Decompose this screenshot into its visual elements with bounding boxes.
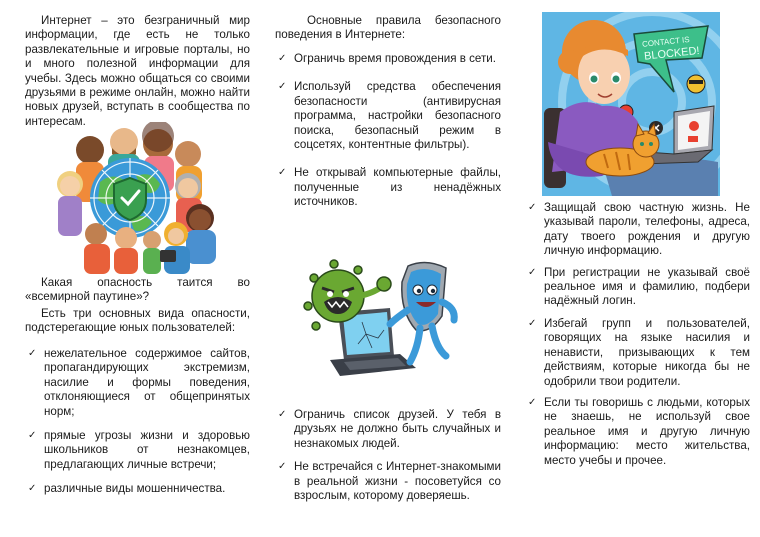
checkmark-icon: ✓ [528, 266, 537, 278]
svg-text:BLOCKED!: BLOCKED! [643, 44, 701, 63]
danger-item: ✓ прямые угрозы жизни и здоровью школьников от незнакомцев, предлагающих личные встречи; [28, 429, 250, 471]
rule-item: ✓ При регистрации не указывай своё реальное имя и фамилию, подбери надёжный логин. [528, 265, 750, 308]
people-globe-illustration [40, 122, 220, 274]
checkmark-icon: ✓ [278, 167, 287, 179]
checkmark-icon: ✓ [28, 430, 37, 442]
rule-item: ✓ Ограничь время провождения в сети. [278, 52, 496, 65]
question-heading-line2: «всемирной паутине»? [25, 290, 150, 303]
dangers-list [25, 347, 250, 497]
girl-blocked-contact-icon [542, 12, 720, 196]
rule-item: ✓ Не открывай компьютерные файлы, полученные из ненадёжных источников. [278, 166, 501, 209]
rule-item: ✓ Защищай свою частную жизнь. Не указывай пароли, телефоны, адреса, дату твоего рождения и другую личную информацию. [528, 201, 750, 258]
people-around-globe-icon [40, 122, 220, 274]
rules-list-strangers [525, 317, 750, 468]
checkmark-icon: ✓ [528, 397, 537, 409]
checkmark-icon: ✓ [28, 348, 37, 359]
checkmark-icon: ✓ [28, 483, 37, 495]
danger-item: ✓ различные виды мошенничества. [28, 482, 226, 496]
dangers-intro: Есть три основных вида опасности, подстерегающие юных пользователей: [25, 307, 250, 335]
rules-title: Основные правила безопасного поведения в Интернете: [275, 14, 501, 42]
intro-paragraph: Интернет – это безграничный мир информации, где есть не только развлекательные и игровые порталы, но и много полезной информации для учебы. Здесь можно общаться со своими друзьями в режиме онлайн, можно найти новых друзей, вступать в сообщества по интересам. [25, 14, 250, 128]
rules-list-top [275, 52, 501, 210]
rules-list-bottom [275, 408, 501, 503]
svg-text:CONTACT IS: CONTACT IS [641, 34, 691, 49]
rule-item: ✓ Ограничь список друзей. У тебя в друзьях не должно быть случайных и незнакомых людей. [278, 408, 501, 450]
checkmark-icon: ✓ [278, 81, 287, 93]
virus-shield-illustration [290, 252, 470, 377]
question-heading-line1: Какая опасность таится во [41, 276, 250, 289]
rule-item: ✓ Избегай групп и пользователей, говорящих на языке насилия и ненависти, призывающих к тем действиям, которые никогда бы не одобрили твои родители. [528, 317, 750, 388]
rule-item: ✓ Используй средства обеспечения безопасности (антивирусная программа, настройки безопасного поиска, безопасный режим в соцсетях, контентные фильтры). [278, 80, 501, 152]
virus-vs-shield-icon [290, 252, 470, 377]
rules-list-privacy [525, 201, 750, 309]
checkmark-icon: ✓ [528, 202, 537, 213]
rule-item: ✓ Если ты говоришь с людьми, которых не знаешь, не используй свое реальное имя и другую личную информацию: место жительства, место учебы и прочее. [528, 396, 750, 467]
checkmark-icon: ✓ [528, 318, 537, 329]
danger-item: ✓ нежелательное содержимое сайтов, пропагандирующих экстремизм, насилие и формы поведения, отклоняющиеся от общепринятых норм; [28, 347, 250, 418]
checkmark-icon: ✓ [278, 53, 287, 64]
checkmark-icon: ✓ [278, 461, 287, 473]
checkmark-icon: ✓ [278, 409, 287, 420]
girl-cat-laptop-illustration [542, 12, 720, 196]
rule-item: ✓ Не встречайся с Интернет-знакомыми в реальной жизни - посоветуйся со взрослым, которому доверяешь. [278, 460, 501, 503]
